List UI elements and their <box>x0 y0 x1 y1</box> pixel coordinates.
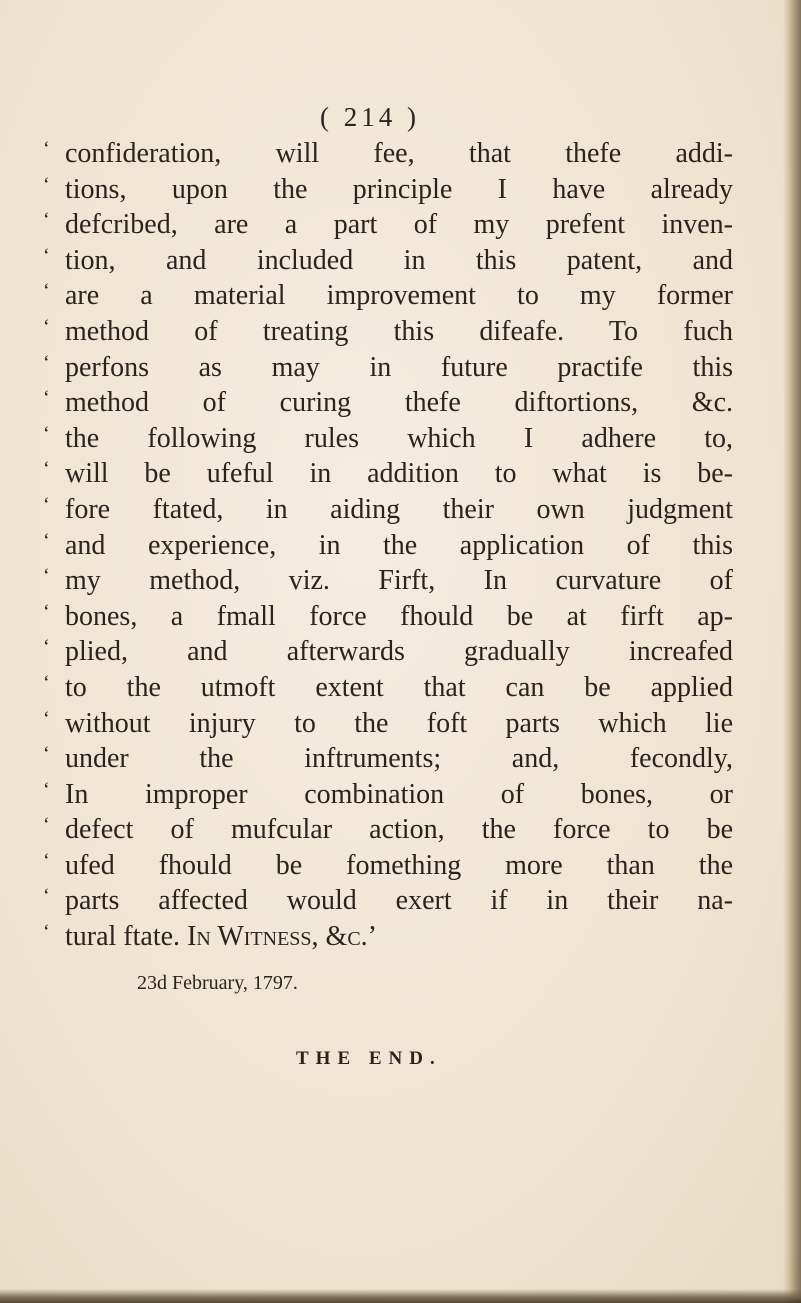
quote-mark: ‘ <box>43 493 50 516</box>
page-bottom-shadow <box>0 1289 801 1303</box>
line-text <box>65 919 733 955</box>
text-line <box>43 599 733 635</box>
quote-mark: ‘ <box>43 458 50 481</box>
line-text: perfons as may in future practife this <box>65 351 733 383</box>
line-text: method of curing thefe diftortions, &c. <box>65 387 733 419</box>
text-line <box>43 136 733 172</box>
line-text: tions, upon the principle I have already <box>65 173 733 205</box>
line-text: under the inftruments; and, fecondly, <box>65 743 733 775</box>
quote-mark: ‘ <box>43 422 50 445</box>
date-line: 23d February, 1797. <box>137 972 298 994</box>
quote-mark: ‘ <box>43 529 50 552</box>
text-line <box>43 706 733 742</box>
quote-mark: ‘ <box>43 209 50 232</box>
quote-mark: ‘ <box>43 565 50 588</box>
line-text: tion, and included in this patent, and <box>65 244 733 276</box>
quote-mark: ‘ <box>43 173 50 196</box>
line-text: In improper combination of bones, or <box>65 778 733 810</box>
line-text: and experience, in the application of this <box>65 529 733 561</box>
line-text: bones, a fmall force fhould be at firft ap- <box>65 600 733 632</box>
quote-mark: ‘ <box>43 600 50 623</box>
quote-mark: ‘ <box>43 636 50 659</box>
text-line <box>43 848 733 884</box>
quote-mark: ‘ <box>43 138 50 160</box>
line-text: method of treating this difeafe. To fuch <box>65 315 733 347</box>
quote-mark: ‘ <box>43 315 50 338</box>
quote-mark: ‘ <box>43 387 50 410</box>
line-text: my method, viz. Firft, In curvature of <box>65 565 733 597</box>
in-witness-small-caps: In Witness, &c. <box>187 921 368 953</box>
quote-mark: ‘ <box>43 280 50 303</box>
text-line <box>43 492 733 528</box>
line-text: fore ftated, in aiding their own judgment <box>65 493 733 525</box>
text-line <box>43 812 733 848</box>
text-line <box>43 314 733 350</box>
page-edge-shadow <box>783 0 801 1303</box>
body-text <box>43 136 733 955</box>
text-line <box>43 421 733 457</box>
line-text: to the utmoft extent that can be applied <box>65 671 733 703</box>
closing-quote: ’ <box>367 921 377 953</box>
line-text: the following rules which I adhere to, <box>65 422 733 454</box>
quote-mark: ‘ <box>43 351 50 374</box>
text-line <box>43 385 733 421</box>
text-line <box>43 563 733 599</box>
text-line <box>43 670 733 706</box>
the-end: THE END. <box>296 1048 442 1069</box>
quote-mark: ‘ <box>43 814 50 837</box>
line-text: are a material improvement to my former <box>65 280 733 312</box>
quote-mark: ‘ <box>43 885 50 908</box>
text-line <box>43 883 733 919</box>
line-text: without injury to the foft parts which lie <box>65 707 733 739</box>
text-line <box>43 243 733 279</box>
text-line-last <box>43 919 733 955</box>
text-line <box>43 741 733 777</box>
line-text: will be ufeful in addition to what is be- <box>65 458 733 490</box>
line-text: defect of mufcular action, the force to be <box>65 814 733 846</box>
line-text: plied, and afterwards gradually increafed <box>65 636 733 668</box>
quote-mark: ‘ <box>43 778 50 801</box>
line-text: defcribed, are a part of my prefent inven- <box>65 209 733 241</box>
quote-mark: ‘ <box>43 743 50 766</box>
page-number: ( 214 ) <box>320 102 420 132</box>
text-line <box>43 634 733 670</box>
quote-mark: ‘ <box>43 244 50 267</box>
text-line <box>43 350 733 386</box>
text-line <box>43 278 733 314</box>
text-line <box>43 528 733 564</box>
line-text: ufed fhould be fomething more than the <box>65 849 733 881</box>
text-line <box>43 456 733 492</box>
line-text: confideration, will fee, that thefe addi- <box>65 138 733 169</box>
quote-mark: ‘ <box>43 671 50 694</box>
text-line <box>43 207 733 243</box>
last-line-text: tural ftate. <box>65 921 188 953</box>
quote-mark: ‘ <box>43 849 50 872</box>
line-text: parts affected would exert if in their na- <box>65 885 733 917</box>
text-line <box>43 172 733 208</box>
quote-mark: ‘ <box>43 921 50 944</box>
quote-mark: ‘ <box>43 707 50 730</box>
text-line <box>43 777 733 813</box>
